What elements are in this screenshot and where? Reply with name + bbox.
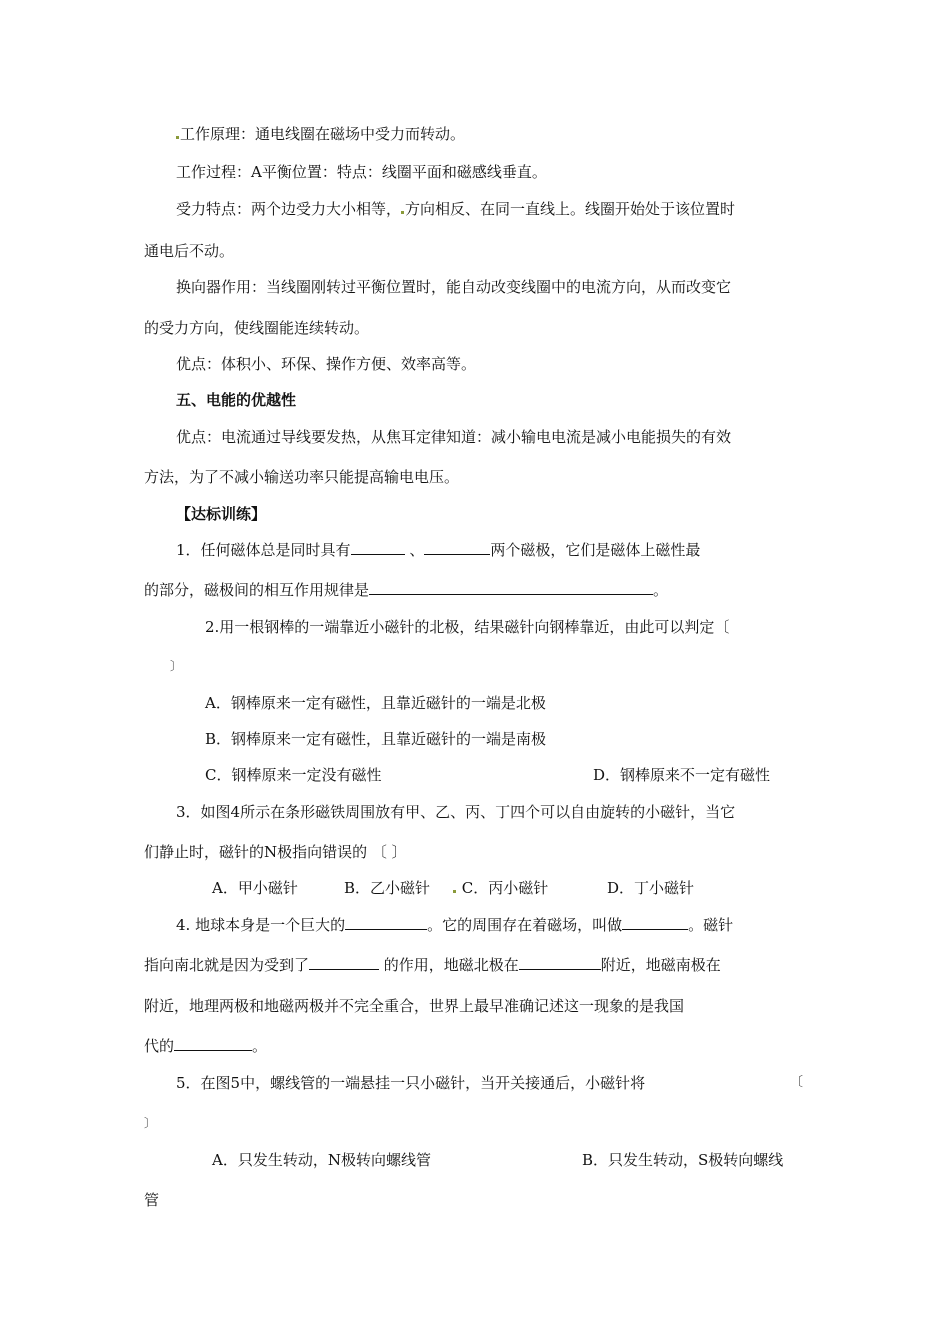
text-line: 优点：电流通过导线要发热，从焦耳定律知道：减小输电电流是减小电能损失的有效 xyxy=(176,428,732,446)
question-4-cont: 附近，地理两极和地磁两极并不完全重合，世界上最早准确记述这一现象的是我国 xyxy=(144,997,685,1015)
blank xyxy=(519,955,601,970)
question-5-bracket-close: 〕 xyxy=(144,1116,157,1130)
question-4-cont: 代的 。 xyxy=(144,1037,268,1055)
question-5-bracket-open: 〔 xyxy=(790,1075,804,1090)
question-3-cont: 们静止时，磁针的N极指向错误的 〔 〕 xyxy=(144,843,407,861)
text-line: 通电后不动。 xyxy=(144,242,235,260)
exercise-heading: 【达标训练】 xyxy=(176,505,267,523)
blank xyxy=(345,915,427,930)
option-a: A．只发生转动，N极转向螺线管 xyxy=(212,1151,431,1169)
question-4: 4. 地球本身是一个巨大的 。它的周围存在着磁场，叫做 。磁针 xyxy=(176,916,734,934)
text-line: 换向器作用：当线圈刚转过平衡位置时，能自动改变线圈中的电流方向，从而改变它 xyxy=(176,278,732,296)
text-line: 工作原理：通电线圈在磁场中受力而转动。 xyxy=(176,124,465,144)
blank xyxy=(309,955,379,970)
option-b: B．乙小磁针 xyxy=(344,879,431,897)
text-line: 优点：体积小、环保、操作方便、效率高等。 xyxy=(176,355,477,373)
question-2-bracket: 〕 xyxy=(170,659,183,673)
question-4-cont: 指向南北就是因为受到了 的作用，地磁北极在 附近，地磁南极在 xyxy=(144,956,721,974)
option-a: A．甲小磁针 xyxy=(212,879,298,897)
text-line: 受力特点：两个边受力大小相等， 方向相反、在同一直线上。线圈开始处于该位置时 xyxy=(176,200,736,218)
option-b: B．只发生转动，S极转向螺线 xyxy=(582,1151,784,1169)
question-5: 5．在图5中，螺线管的一端悬挂一只小磁针，当开关接通后，小磁针将 xyxy=(176,1074,646,1092)
mark xyxy=(176,136,179,139)
blank xyxy=(424,540,490,555)
blank xyxy=(351,540,405,555)
mark xyxy=(401,211,404,214)
question-3: 3．如图4所示在条形磁铁周围放有甲、乙、丙、丁四个可以自由旋转的小磁针，当它 xyxy=(176,803,736,821)
blank xyxy=(622,915,688,930)
section-heading: 五、电能的优越性 xyxy=(176,391,297,409)
option-d: D．钢棒原来不一定有磁性 xyxy=(593,766,771,784)
text-line: 工作过程：A平衡位置：特点：线圈平面和磁感线垂直。 xyxy=(176,163,547,181)
option-c: C．丙小磁针 xyxy=(453,878,548,898)
option-b-cont: 管 xyxy=(144,1191,160,1209)
option-a: A．钢棒原来一定有磁性，且靠近磁针的一端是北极 xyxy=(205,694,546,712)
text-line: 的受力方向，使线圈能连续转动。 xyxy=(144,319,370,337)
option-b: B．钢棒原来一定有磁性，且靠近磁针的一端是南极 xyxy=(205,730,547,748)
option-d: D．丁小磁针 xyxy=(607,879,695,897)
question-1: 1．任何磁体总是同时具有 、 两个磁极，它们是磁体上磁性最 xyxy=(176,541,701,559)
text-line: 方法，为了不减小输送功率只能提高输电电压。 xyxy=(144,468,460,486)
blank xyxy=(369,580,653,595)
question-1-cont: 的部分，磁极间的相互作用规律是 。 xyxy=(144,581,669,599)
mark xyxy=(453,890,456,893)
question-2: 2.用一根钢棒的一端靠近小磁针的北极，结果磁针向钢棒靠近，由此可以判定〔 xyxy=(205,618,730,636)
option-c: C．钢棒原来一定没有磁性 xyxy=(205,766,382,784)
blank xyxy=(174,1036,252,1051)
